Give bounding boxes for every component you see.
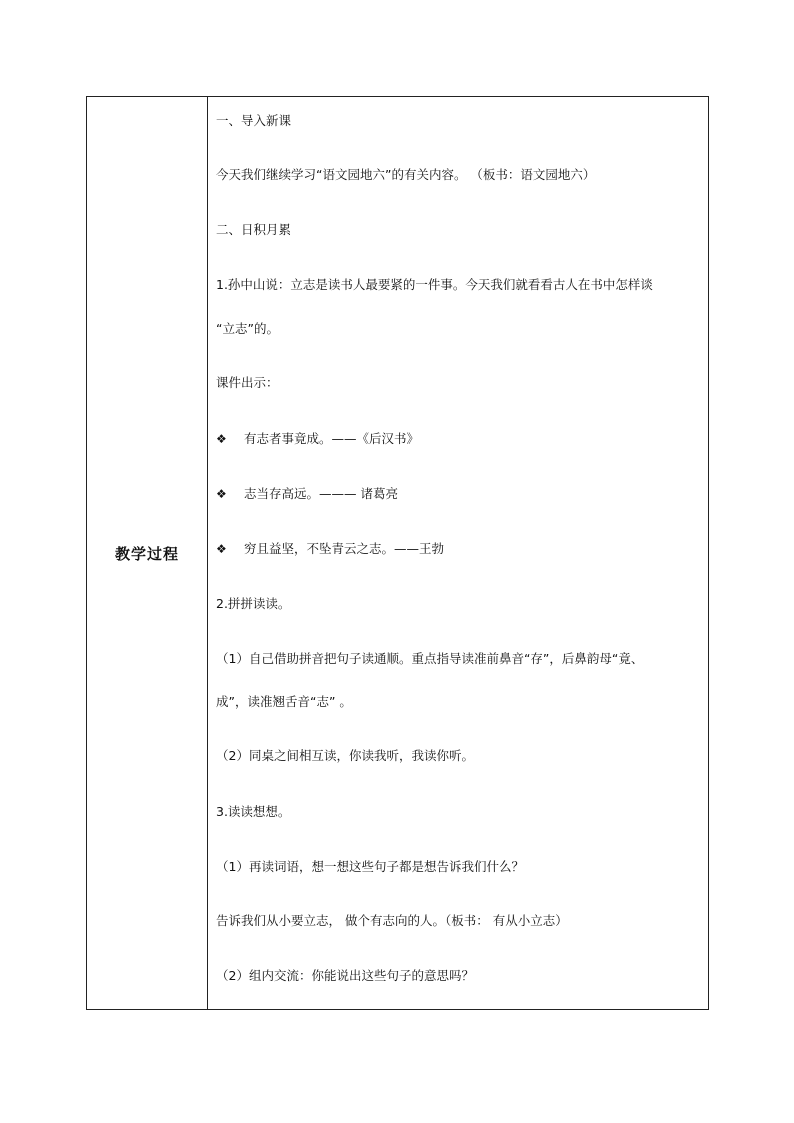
paragraph-line: （2）同桌之间相互读，你读我听，我读你听。 [216, 748, 474, 763]
paragraph-line: 今天我们继续学习“语文园地六”的有关内容。 （板书：语文园地六） [216, 167, 596, 182]
quote-item: ❖ 志当存高远。——— 诸葛亮 [216, 486, 398, 501]
quote-item: ❖ 穷且益坚，不坠青云之志。——王勃 [216, 541, 445, 556]
diamond-bullet-icon: ❖ [216, 542, 227, 556]
paragraph-line: “立志”的。 [216, 321, 279, 336]
paragraph-line: （1）再读词语，想一想这些句子都是想告诉我们什么？ [216, 859, 524, 874]
paragraph-line: 3.读读想想。 [216, 804, 291, 819]
diamond-bullet-icon: ❖ [216, 487, 227, 501]
paragraph-line: 成”，读准翘舌音“志” 。 [216, 694, 352, 709]
heading-intro: 一、导入新课 [216, 113, 292, 128]
paragraph-line: （2）组内交流：你能说出这些句子的意思吗？ [216, 968, 474, 983]
paragraph-line: （1）自己借助拼音把句子读通顺。重点指导读准前鼻音“存”，后鼻韵母“竟、 [216, 651, 644, 666]
diamond-bullet-icon: ❖ [216, 432, 227, 446]
paragraph-line: 2.拼拼读读。 [216, 596, 291, 611]
heading-accumulation: 二、日积月累 [216, 222, 292, 237]
quote-item: ❖ 有志者事竟成。——《后汉书》 [216, 431, 420, 446]
lesson-table [86, 96, 709, 1010]
paragraph-line: 告诉我们从小要立志， 做个有志向的人。（板书： 有从小立志） [216, 913, 568, 928]
section-label-cell [87, 97, 208, 1009]
paragraph-line: 1.孙中山说：立志是读书人最要紧的一件事。今天我们就看看古人在书中怎样谈 [216, 277, 653, 292]
content-cell [208, 97, 708, 1009]
section-label: 教学过程 [114, 544, 179, 563]
paragraph-line: 课件出示： [216, 375, 279, 390]
